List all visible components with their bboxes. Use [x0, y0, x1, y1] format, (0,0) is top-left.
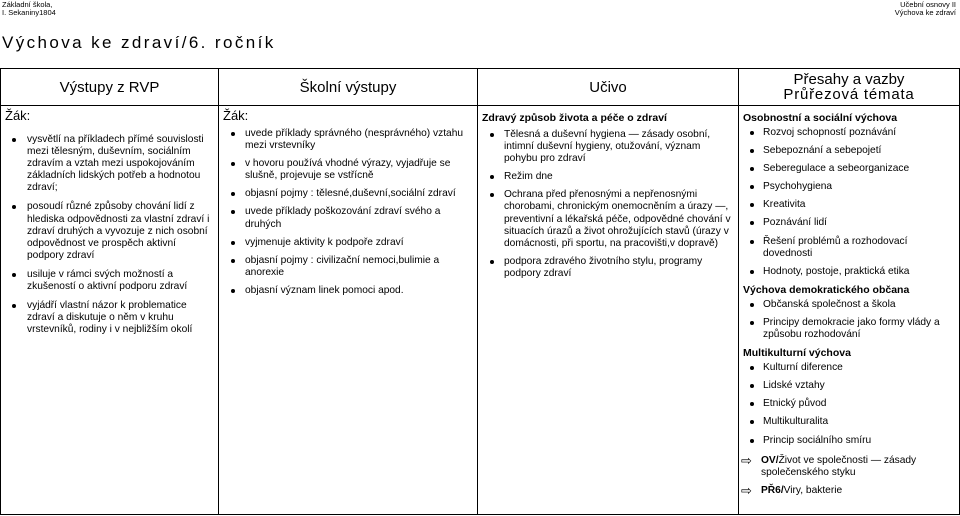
bullet-icon — [231, 259, 235, 263]
list-item: Řešení problémů a rozhodovací dovednosti — [763, 236, 955, 260]
bullet-icon — [231, 289, 235, 293]
document-type: Učební osnovy II — [900, 0, 956, 9]
list-item: Principy demokracie jako formy vlády a způsobu rozhodování — [763, 317, 955, 341]
list-item: Rozvoj schopností poznávání — [763, 127, 955, 139]
bullet-icon — [750, 270, 754, 274]
list-item: objasní pojmy : civilizační nemoci,bulimie a anorexie — [245, 255, 471, 279]
section-heading-democratic: Výchova demokratického občana — [743, 283, 910, 296]
bullet-icon — [231, 132, 235, 136]
list-item: posoudí různé způsoby chování lidí z hlediska odpovědnosti za vlastní zdraví i zdraví druhých a vyvozuje z nich osobní odpovědnost ve prospěch aktivní podpory zdraví — [27, 201, 212, 261]
list-item: vyjmenuje aktivity k podpoře zdraví — [245, 237, 471, 249]
bullet-icon — [750, 366, 754, 370]
list-item: Kulturní diference — [763, 362, 955, 374]
bullet-icon — [750, 420, 754, 424]
list-item: Sebepoznání a sebepojetí — [763, 145, 955, 157]
arrow-right-icon: ⇨ — [741, 482, 752, 498]
list-item: objasní význam linek pomoci apod. — [245, 285, 471, 297]
bullet-icon — [750, 167, 754, 171]
list-item: Princip sociálního smíru — [763, 435, 955, 447]
pupil-label: Žák: — [5, 108, 31, 123]
link-code: OV/ — [761, 454, 779, 466]
list-item: uvede příklady poškozování zdraví svého a druhých — [245, 206, 471, 230]
list-item: ⇨ OV/Život ve společnosti — zásady společenského styku — [741, 452, 917, 478]
list-item: Kreativita — [763, 199, 955, 211]
section-heading-multicultural: Multikulturní výchova — [743, 347, 851, 360]
bullet-icon — [750, 384, 754, 388]
list-item: Tělesná a duševní hygiena — zásady osobní, intimní duševní hygieny, otužování, význam pohybu pro zdraví — [504, 129, 732, 165]
bullet-icon — [231, 241, 235, 245]
bullet-icon — [750, 131, 754, 135]
header-school-outputs: Školní výstupy — [219, 69, 478, 106]
pupil-label: Žák: — [223, 108, 249, 123]
header-curriculum: Učivo — [478, 69, 739, 106]
section-heading-personal: Osobnostní a sociální výchova — [743, 112, 898, 124]
list-item: Režim dne — [504, 171, 732, 183]
list-item: Etnický původ — [763, 398, 955, 410]
list-item: Hodnoty, postoje, praktická etika — [763, 266, 955, 278]
curriculum-list — [478, 125, 738, 280]
bullet-icon — [750, 149, 754, 153]
bullet-icon — [750, 203, 754, 207]
arrow-right-icon: ⇨ — [741, 452, 752, 468]
page-title: Výchova ke zdraví/6. ročník — [2, 33, 276, 52]
list-item: Multikulturalita — [763, 416, 955, 428]
bullet-icon — [12, 273, 16, 277]
list-item: Občanská společnost a škola — [763, 299, 955, 311]
bullet-icon — [231, 162, 235, 166]
bullet-icon — [750, 439, 754, 443]
bullet-icon — [750, 240, 754, 244]
school-name: Základní škola, — [2, 0, 53, 9]
header-links-line2: Průřezová témata — [783, 86, 915, 103]
bullet-icon — [750, 321, 754, 325]
list-item: uvede příklady správného (nesprávného) vztahu mezi vrstevníky — [245, 128, 471, 152]
list-item: Psychohygiena — [763, 181, 955, 193]
list-item: podpora zdravého životního stylu, programy podpory zdraví — [504, 256, 732, 280]
bullet-icon — [490, 193, 494, 197]
link-code: PŘ6/ — [761, 484, 784, 496]
bullet-icon — [231, 210, 235, 214]
header-outputs-rvp: Výstupy z RVP — [1, 69, 219, 106]
personal-topics-list — [739, 125, 959, 278]
bullet-icon — [750, 221, 754, 225]
curriculum-table — [0, 68, 960, 515]
table-header-row — [1, 69, 960, 106]
bullet-icon — [490, 133, 494, 137]
header-links — [739, 69, 960, 106]
table-body-row — [1, 106, 960, 515]
school-outputs-cell — [219, 106, 478, 515]
list-item: Ochrana před přenosnými a nepřenosnými chorobami, chronickým onemocněním a úrazy —, preventivní a lékařská péče, odpovědné chování v situacích úrazů a život ohrožujících stavů (úrazy v domácnosti, při sportu, na pracovišti,v dopravě) — [504, 189, 732, 249]
bullet-icon — [12, 304, 16, 308]
list-item: vysvětlí na příkladech přímé souvislosti mezi tělesným, duševním, sociálním zdravím a vztah mezi uspokojováním základních lidských potřeb a hodnotou zdraví; — [27, 134, 212, 194]
bullet-icon — [12, 205, 16, 209]
subject-links-list — [739, 453, 959, 497]
list-item: ⇨ PŘ6/Viry, bakterie — [741, 482, 843, 498]
bullet-icon — [750, 185, 754, 189]
bullet-icon — [231, 192, 235, 196]
bullet-icon — [490, 175, 494, 179]
school-address: I. Sekaniny1804 — [2, 8, 56, 17]
list-item: Lidské vztahy — [763, 380, 955, 392]
list-item: vyjádří vlastní názor k problematice zdraví a diskutuje o něm v kruhu vrstevníků, rodiny i v nejbližším okolí — [27, 300, 212, 336]
header-right — [895, 1, 956, 17]
list-item: usiluje v rámci svých možností a zkušeností o aktivní podporu zdraví — [27, 269, 212, 293]
bullet-icon — [490, 260, 494, 264]
curriculum-heading: Zdravý způsob života a péče o zdraví — [482, 112, 667, 124]
democratic-topics-list — [739, 297, 959, 341]
list-item: v hovoru používá vhodné výrazy, vyjadřuje se slušně, projevuje se vstřícně — [245, 158, 471, 182]
cross-curricular-cell — [739, 106, 960, 515]
curriculum-cell — [478, 106, 739, 515]
subject-name: Výchova ke zdraví — [894, 8, 956, 17]
header-left — [2, 1, 56, 17]
bullet-icon — [750, 402, 754, 406]
school-outputs-list — [219, 123, 477, 297]
rvp-outputs-list — [1, 123, 218, 336]
list-item: objasní pojmy : tělesné,duševní,sociální zdraví — [245, 188, 471, 200]
rvp-outputs-cell — [1, 106, 219, 515]
header-links-line1: Přesahy a vazby — [793, 71, 905, 88]
bullet-icon — [12, 138, 16, 142]
list-item: Poznávání lidí — [763, 217, 955, 229]
bullet-icon — [750, 303, 754, 307]
multicultural-topics-list — [739, 360, 959, 446]
list-item: Seberegulace a sebeorganizace — [763, 163, 955, 175]
